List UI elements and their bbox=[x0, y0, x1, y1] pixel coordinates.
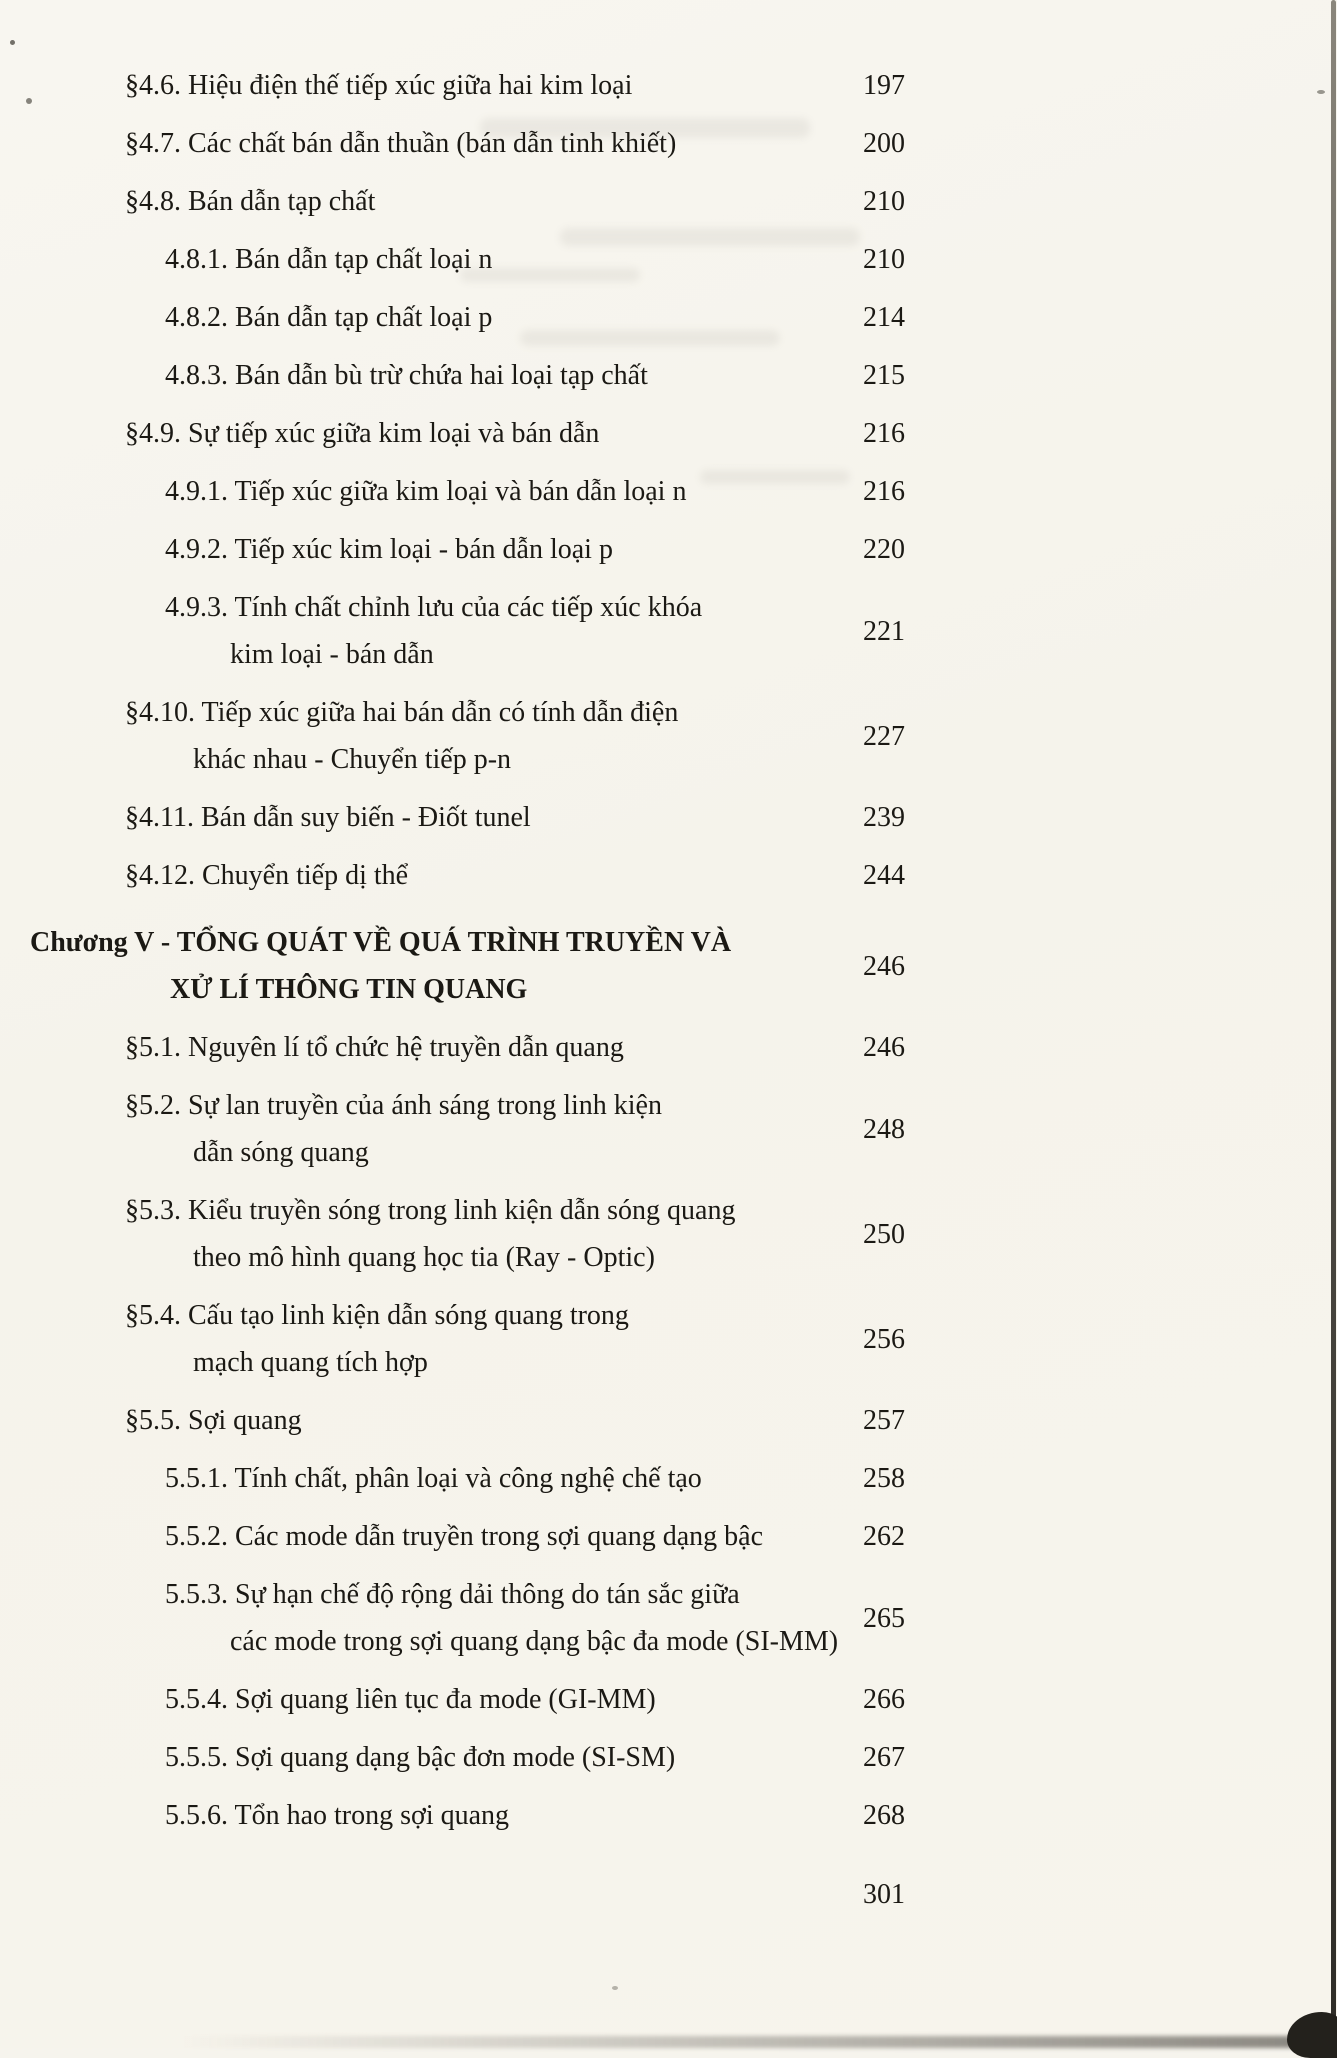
toc-entry-line: 4.8.2. Bán dẫn tạp chất loại p bbox=[165, 302, 493, 333]
toc-entry bbox=[30, 1676, 905, 1723]
toc-entry-title bbox=[30, 62, 825, 109]
toc-entry-title bbox=[30, 236, 825, 283]
toc-entry-title bbox=[30, 1082, 825, 1176]
toc-entry-page-number: 246 bbox=[863, 1032, 905, 1063]
toc-entry-line: §4.10. Tiếp xúc giữa hai bán dẫn có tính dẫn điện bbox=[125, 697, 679, 728]
toc-entry-page-number: 210 bbox=[863, 186, 905, 217]
toc-entry-line: XỬ LÍ THÔNG TIN QUANG bbox=[170, 974, 528, 1005]
toc-entry bbox=[30, 852, 905, 899]
toc-entry-title bbox=[30, 1571, 839, 1665]
toc-entry-line: 4.8.1. Bán dẫn tạp chất loại n bbox=[165, 244, 493, 275]
toc-entry bbox=[30, 236, 905, 283]
toc-entry-title bbox=[30, 410, 825, 457]
toc-entry bbox=[30, 410, 905, 457]
toc-entry-page-number: 216 bbox=[863, 418, 905, 449]
toc-entry-line: 5.5.3. Sự hạn chế độ rộng dải thông do tán sắc giữa bbox=[165, 1579, 740, 1610]
toc-entry-title bbox=[30, 120, 825, 167]
toc-entry bbox=[30, 178, 905, 225]
toc-entry bbox=[30, 1513, 905, 1560]
toc-entry-page-number: 216 bbox=[863, 476, 905, 507]
toc-entry bbox=[30, 62, 905, 109]
toc-entry-line: mạch quang tích hợp bbox=[193, 1347, 428, 1378]
toc-entry-title bbox=[30, 852, 825, 899]
toc-entry bbox=[30, 1455, 905, 1502]
toc-entry-line: 4.8.3. Bán dẫn bù trừ chứa hai loại tạp chất bbox=[165, 360, 648, 391]
toc-entry-line: §4.11. Bán dẫn suy biến - Điốt tunel bbox=[125, 802, 531, 833]
toc-entry-page-number: 200 bbox=[863, 128, 905, 159]
toc-entry-line: khác nhau - Chuyển tiếp p-n bbox=[193, 744, 512, 775]
toc-entry bbox=[30, 1187, 905, 1281]
table-of-contents bbox=[30, 62, 905, 1918]
toc-entry-title bbox=[30, 1676, 825, 1723]
toc-entry-page-number: 221 bbox=[863, 615, 905, 647]
toc-entry-title bbox=[30, 794, 825, 841]
toc-entry-line: 5.5.5. Sợi quang dạng bậc đơn mode (SI-SM) bbox=[165, 1742, 676, 1773]
scan-speck bbox=[26, 98, 32, 104]
toc-entry-line: các mode trong sợi quang dạng bậc đa mode (SI-MM) bbox=[230, 1626, 839, 1657]
toc-entry-title bbox=[30, 1455, 825, 1502]
toc-entry bbox=[30, 584, 905, 678]
toc-entry-page-number: 227 bbox=[863, 720, 905, 752]
toc-entry-line: §4.12. Chuyển tiếp dị thể bbox=[125, 860, 409, 891]
toc-entry bbox=[30, 1292, 905, 1386]
book-page-number: 301 bbox=[863, 1879, 905, 1910]
toc-chapter-entry bbox=[30, 919, 905, 1013]
toc-entry-title bbox=[30, 178, 825, 225]
toc-entry bbox=[30, 1024, 905, 1071]
toc-entry-page-number: 239 bbox=[863, 802, 905, 833]
toc-entry-page-number: 266 bbox=[863, 1684, 905, 1715]
toc-entry-page-number: 250 bbox=[863, 1218, 905, 1250]
toc-entry-page-number: 197 bbox=[863, 70, 905, 101]
toc-entry bbox=[30, 1397, 905, 1444]
toc-entry-line: §5.4. Cấu tạo linh kiện dẫn sóng quang trong bbox=[125, 1300, 629, 1331]
toc-entry-line: 4.9.3. Tính chất chỉnh lưu của các tiếp xúc khóa bbox=[165, 592, 703, 623]
toc-entry-page-number: 210 bbox=[863, 244, 905, 275]
scan-speck bbox=[612, 1986, 618, 1990]
toc-entry-title bbox=[30, 1397, 825, 1444]
scan-speck bbox=[10, 40, 15, 45]
toc-entry-page-number: 214 bbox=[863, 302, 905, 333]
toc-entry-line: §4.9. Sự tiếp xúc giữa kim loại và bán dẫn bbox=[125, 418, 600, 449]
toc-entry-title bbox=[30, 468, 825, 515]
toc-entry-line: §5.2. Sự lan truyền của ánh sáng trong linh kiện bbox=[125, 1090, 662, 1121]
toc-entry-line: §5.5. Sợi quang bbox=[125, 1405, 302, 1436]
toc-entry bbox=[30, 294, 905, 341]
toc-entry-line: 4.9.1. Tiếp xúc giữa kim loại và bán dẫn loại n bbox=[165, 476, 687, 507]
toc-entry-title bbox=[30, 919, 825, 1013]
toc-entry-title bbox=[30, 1187, 825, 1281]
toc-entry bbox=[30, 1571, 905, 1665]
toc-entry-page-number: 256 bbox=[863, 1323, 905, 1355]
toc-entry-line: 5.5.6. Tổn hao trong sợi quang bbox=[165, 1800, 510, 1831]
toc-entry-line: §5.3. Kiểu truyền sóng trong linh kiện dẫn sóng quang bbox=[125, 1195, 736, 1226]
toc-entry-line: §4.8. Bán dẫn tạp chất bbox=[125, 186, 376, 217]
toc-entry bbox=[30, 352, 905, 399]
toc-entry-page-number: 258 bbox=[863, 1463, 905, 1494]
toc-entry-title bbox=[30, 526, 825, 573]
toc-entry-line: kim loại - bán dẫn bbox=[230, 639, 434, 670]
toc-entry bbox=[30, 1792, 905, 1839]
toc-entry-line: 4.9.2. Tiếp xúc kim loại - bán dẫn loại p bbox=[165, 534, 613, 565]
toc-entry-page-number: 244 bbox=[863, 860, 905, 891]
toc-entry-title bbox=[30, 1024, 825, 1071]
toc-entry-line: 5.5.1. Tính chất, phân loại và công nghệ chế tạo bbox=[165, 1463, 702, 1494]
toc-entry-page-number: 215 bbox=[863, 360, 905, 391]
toc-entry-line: §4.7. Các chất bán dẫn thuần (bán dẫn tinh khiết) bbox=[125, 128, 677, 159]
toc-entry-line: Chương V - TỔNG QUÁT VỀ QUÁ TRÌNH TRUYỀN VÀ bbox=[30, 927, 732, 958]
toc-entry-page-number: 248 bbox=[863, 1113, 905, 1145]
toc-entry-page-number: 257 bbox=[863, 1405, 905, 1436]
toc-entry-title bbox=[30, 352, 825, 399]
toc-entry-title bbox=[30, 1513, 825, 1560]
scan-speck bbox=[1317, 90, 1325, 94]
toc-entry-page-number: 262 bbox=[863, 1521, 905, 1552]
toc-entry-line: dẫn sóng quang bbox=[193, 1137, 369, 1168]
toc-entry-title bbox=[30, 1292, 825, 1386]
toc-entry bbox=[30, 526, 905, 573]
toc-entry-line: §4.6. Hiệu điện thế tiếp xúc giữa hai kim loại bbox=[125, 70, 633, 101]
scan-corner-artifact bbox=[1287, 2012, 1337, 2058]
toc-list bbox=[30, 62, 905, 1839]
scan-edge-artifact-right bbox=[1331, 0, 1336, 2048]
toc-entry bbox=[30, 1082, 905, 1176]
toc-entry-line: 5.5.4. Sợi quang liên tục đa mode (GI-MM) bbox=[165, 1684, 656, 1715]
toc-entry-line: theo mô hình quang học tia (Ray - Optic) bbox=[193, 1242, 655, 1273]
toc-entry bbox=[30, 120, 905, 167]
toc-entry-title bbox=[30, 1734, 825, 1781]
toc-entry-line: 5.5.2. Các mode dẫn truyền trong sợi quang dạng bậc bbox=[165, 1521, 763, 1552]
toc-entry-title bbox=[30, 689, 825, 783]
toc-entry bbox=[30, 794, 905, 841]
toc-entry-page-number: 265 bbox=[863, 1602, 905, 1634]
toc-entry-title bbox=[30, 294, 825, 341]
toc-entry-title bbox=[30, 1792, 825, 1839]
toc-entry bbox=[30, 468, 905, 515]
toc-entry-page-number: 246 bbox=[863, 950, 905, 982]
toc-entry-title bbox=[30, 584, 825, 678]
toc-entry bbox=[30, 689, 905, 783]
toc-entry-page-number: 268 bbox=[863, 1800, 905, 1831]
scan-edge-artifact-bottom bbox=[180, 2036, 1337, 2048]
toc-entry-page-number: 267 bbox=[863, 1742, 905, 1773]
toc-entry bbox=[30, 1734, 905, 1781]
toc-entry-line: §5.1. Nguyên lí tổ chức hệ truyền dẫn quang bbox=[125, 1032, 624, 1063]
toc-entry-page-number: 220 bbox=[863, 534, 905, 565]
